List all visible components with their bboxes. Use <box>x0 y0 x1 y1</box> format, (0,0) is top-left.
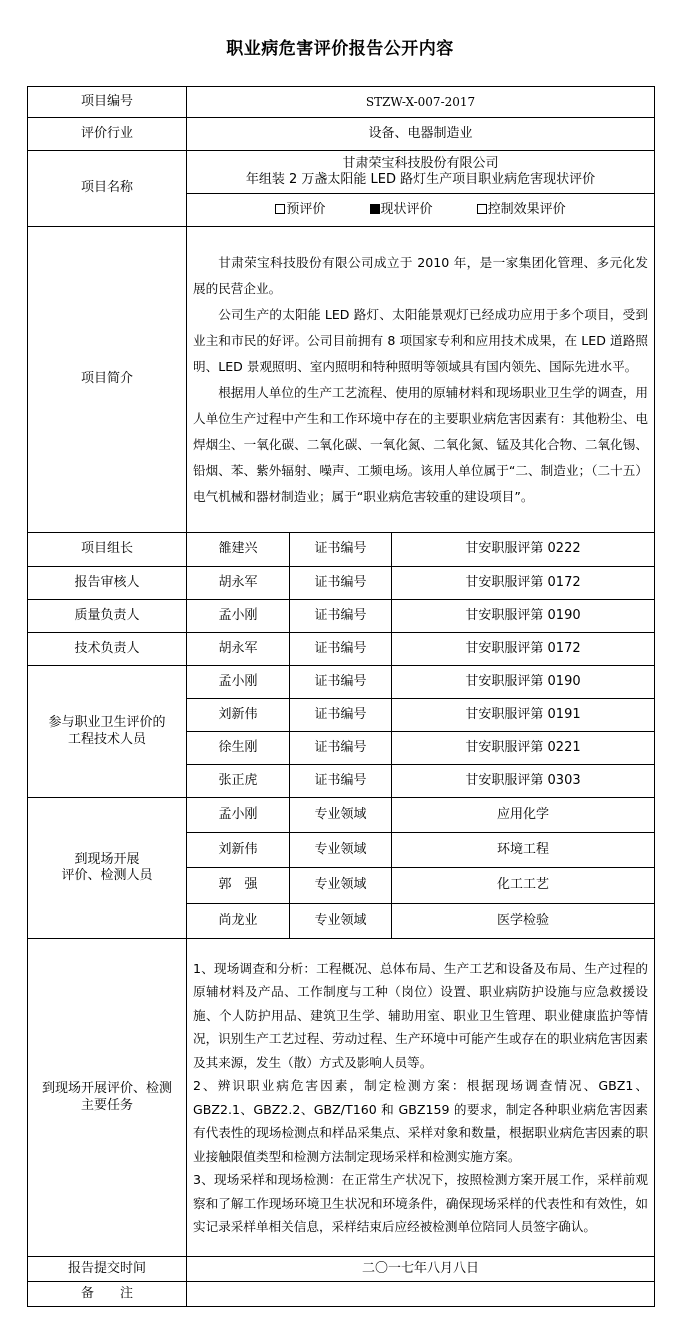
person-name: 雒建兴 <box>187 533 290 567</box>
checkbox-empty-icon <box>477 204 487 214</box>
project-name-line1: 甘肃荣宝科技股份有限公司 <box>342 155 499 171</box>
field-staff-label: 到现场开展 评价、检测人员 <box>28 798 187 939</box>
intro-label: 项目简介 <box>28 227 187 533</box>
field-label: 专业领域 <box>290 868 392 904</box>
cert-label: 证书编号 <box>290 666 392 699</box>
report-table <box>27 86 655 1307</box>
cert-value: 甘安职服评第 0172 <box>392 567 655 600</box>
tasks-text <box>187 939 655 1257</box>
row-leader <box>28 633 655 666</box>
project-name-line2: 年组装 2 万盏太阳能 LED 路灯生产项目职业病危害现状评价 <box>245 172 596 187</box>
person-name: 徐生刚 <box>187 732 290 765</box>
intro-paragraph: 根据用人单位的生产工艺流程、使用的原辅材料和现场职业卫生学的调查，用人单位生产过程中产生和工作环境中存在的主要职业病危害因素有：其他粉尘、电焊烟尘、一氧化碳、二氧化碳、一氧化氮、二氧化氮、锰及其化合物、二氧化锡、铅烟、苯、紫外辐射、噪声、工频电场。该用人单位属于“二、制造业；（二十五）电气机械和器材制造业；属于“职业病危害较重的建设项目”。 <box>193 384 649 504</box>
row-leader <box>28 567 655 600</box>
project-no-label: 项目编号 <box>28 87 187 118</box>
row-tech-staff <box>28 666 655 699</box>
option-pre-eval: 预评价 <box>275 202 325 217</box>
cert-value: 甘安职服评第 0190 <box>392 666 655 699</box>
tech-staff-label: 参与职业卫生评价的 工程技术人员 <box>28 666 187 798</box>
submit-value: 二〇一七年八月八日 <box>187 1257 655 1282</box>
row-submit <box>28 1257 655 1282</box>
row-intro <box>28 227 655 533</box>
cert-value: 甘安职服评第 0221 <box>392 732 655 765</box>
field-value: 化工工艺 <box>392 868 655 904</box>
project-no-value: STZW-X-007-2017 <box>187 87 655 118</box>
field-label: 专业领域 <box>290 904 392 939</box>
row-leader <box>28 533 655 567</box>
industry-label: 评价行业 <box>28 118 187 151</box>
field-value: 应用化学 <box>392 798 655 833</box>
project-name-value <box>187 151 655 194</box>
page-title: 职业病危害评价报告公开内容 <box>226 39 454 59</box>
remark-label: 备 注 <box>28 1282 187 1307</box>
intro-paragraph: 甘肃荣宝科技股份有限公司成立于 2010 年，是一家集团化管理、多元化发展的民营企业。 <box>193 254 649 296</box>
field-label: 专业领域 <box>290 833 392 868</box>
task-item: 1、现场调查和分析：工程概况、总体布局、生产工艺和设备及布局、生产过程的原辅材料及产品、工作制度与工种（岗位）设置、职业病防护设施与应急救援设施、个人防护用品、建筑卫生学、辅助用室、职业卫生管理、职业健康监护等情况，识别生产工艺过程、劳动过程、生产环境中可能产生或存在的职业病危害因素及其来源，发生（散）方式及影响人员等。 <box>193 960 649 1070</box>
field-label: 专业领域 <box>290 798 392 833</box>
cert-label: 证书编号 <box>290 533 392 567</box>
row-field-staff <box>28 798 655 833</box>
person-name: 孟小刚 <box>187 798 290 833</box>
row-remark <box>28 1282 655 1307</box>
field-value: 医学检验 <box>392 904 655 939</box>
row-project-name <box>28 151 655 194</box>
role-label: 质量负责人 <box>28 600 187 633</box>
person-name: 郭 强 <box>187 868 290 904</box>
industry-value: 设备、电器制造业 <box>187 118 655 151</box>
role-label: 项目组长 <box>28 533 187 567</box>
option-control-eval: 控制效果评价 <box>477 202 566 217</box>
checkbox-checked-icon <box>370 204 380 214</box>
row-tasks <box>28 939 655 1257</box>
option-status-eval: 现状评价 <box>370 202 433 217</box>
person-name: 孟小刚 <box>187 666 290 699</box>
eval-type-options <box>187 194 655 227</box>
cert-label: 证书编号 <box>290 732 392 765</box>
cert-value: 甘安职服评第 0172 <box>392 633 655 666</box>
person-name: 刘新伟 <box>187 833 290 868</box>
role-label: 技术负责人 <box>28 633 187 666</box>
cert-label: 证书编号 <box>290 699 392 732</box>
project-name-label: 项目名称 <box>28 151 187 227</box>
cert-value: 甘安职服评第 0190 <box>392 600 655 633</box>
cert-value: 甘安职服评第 0303 <box>392 765 655 798</box>
role-label: 报告审核人 <box>28 567 187 600</box>
field-value: 环境工程 <box>392 833 655 868</box>
cert-value: 甘安职服评第 0222 <box>392 533 655 567</box>
person-name: 胡永军 <box>187 567 290 600</box>
row-leader <box>28 600 655 633</box>
task-item: 2、辨识职业病危害因素，制定检测方案：根据现场调查情况、GBZ1、GBZ2.1、GBZ2.2、GBZ/T160 和 GBZ159 的要求，制定各种职业病危害因素有代表性的现场检测点和样品采集点、采样对象和数量，根据职业病危害因素的职业接触限值类型和检测方法制定现场采样和检测实施方案。 <box>193 1078 649 1164</box>
intro-paragraph: 公司生产的太阳能 LED 路灯、太阳能景观灯已经成功应用于多个项目，受到业主和市民的好评。公司目前拥有 8 项国家专利和应用技术成果，在 LED 道路照明、LED 景观照明、室内照明和特种照明等领域具有国内领先、国际先进水平。 <box>193 306 649 374</box>
tasks-label: 到现场开展评价、检测 主要任务 <box>28 939 187 1257</box>
intro-text <box>187 227 655 533</box>
person-name: 孟小刚 <box>187 600 290 633</box>
person-name: 刘新伟 <box>187 699 290 732</box>
task-item: 3、现场采样和现场检测：在正常生产状况下，按照检测方案开展工作，采样前观察和了解工作现场环境卫生状况和环境条件，确保现场采样的代表性和有效性，如实记录采样单相关信息，采样结束后应经被检测单位陪同人员签字确认。 <box>193 1172 649 1234</box>
cert-label: 证书编号 <box>290 600 392 633</box>
person-name: 尚龙业 <box>187 904 290 939</box>
person-name: 张正虎 <box>187 765 290 798</box>
cert-label: 证书编号 <box>290 567 392 600</box>
cert-label: 证书编号 <box>290 765 392 798</box>
checkbox-empty-icon <box>275 204 285 214</box>
submit-label: 报告提交时间 <box>28 1257 187 1282</box>
person-name: 胡永军 <box>187 633 290 666</box>
row-project-no <box>28 87 655 118</box>
cert-value: 甘安职服评第 0191 <box>392 699 655 732</box>
remark-value <box>187 1282 655 1307</box>
cert-label: 证书编号 <box>290 633 392 666</box>
row-industry <box>28 118 655 151</box>
